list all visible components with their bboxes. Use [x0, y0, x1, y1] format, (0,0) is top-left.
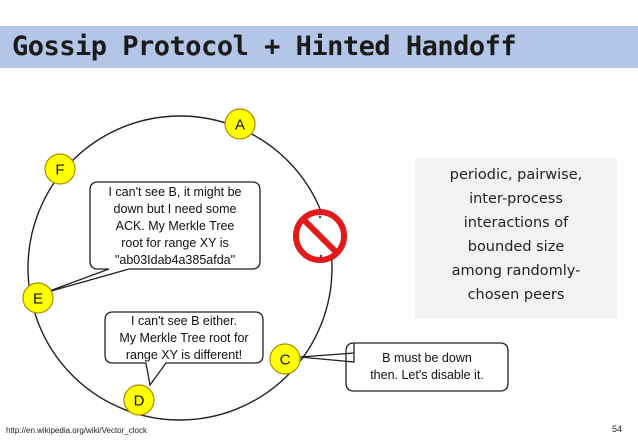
node-a — [225, 109, 255, 139]
description-text: periodic, pairwise, inter-process interactions of bounded size among randomly- chosen peers — [449, 167, 583, 303]
bubble-e-text: I can't see B, it might be down but I need some ACK. My Merkle Tree root for range XY is "ab03Idab4a385afda" — [108, 185, 242, 267]
node-d — [124, 385, 154, 415]
node-c-label: C — [279, 351, 291, 369]
node-e — [23, 283, 53, 313]
node-e-label: E — [32, 290, 44, 308]
node-f-label: F — [55, 161, 65, 179]
node-a-label: A — [234, 116, 246, 134]
slide-title: Gossip Protocol + Hinted Handoff — [12, 31, 517, 62]
node-d-label: D — [133, 392, 145, 410]
source-url: http://en.wikipedia.org/wiki/Vector_clock — [6, 426, 147, 435]
node-c — [270, 344, 300, 374]
no-entry-icon — [296, 212, 344, 260]
bubble-d-text: I can't see B either. My Merkle Tree root for range XY is different! — [119, 314, 249, 362]
bubble-c-text: B must be down then. Let's disable it. — [370, 351, 484, 382]
node-f — [45, 154, 75, 184]
page-number: 54 — [612, 424, 623, 434]
